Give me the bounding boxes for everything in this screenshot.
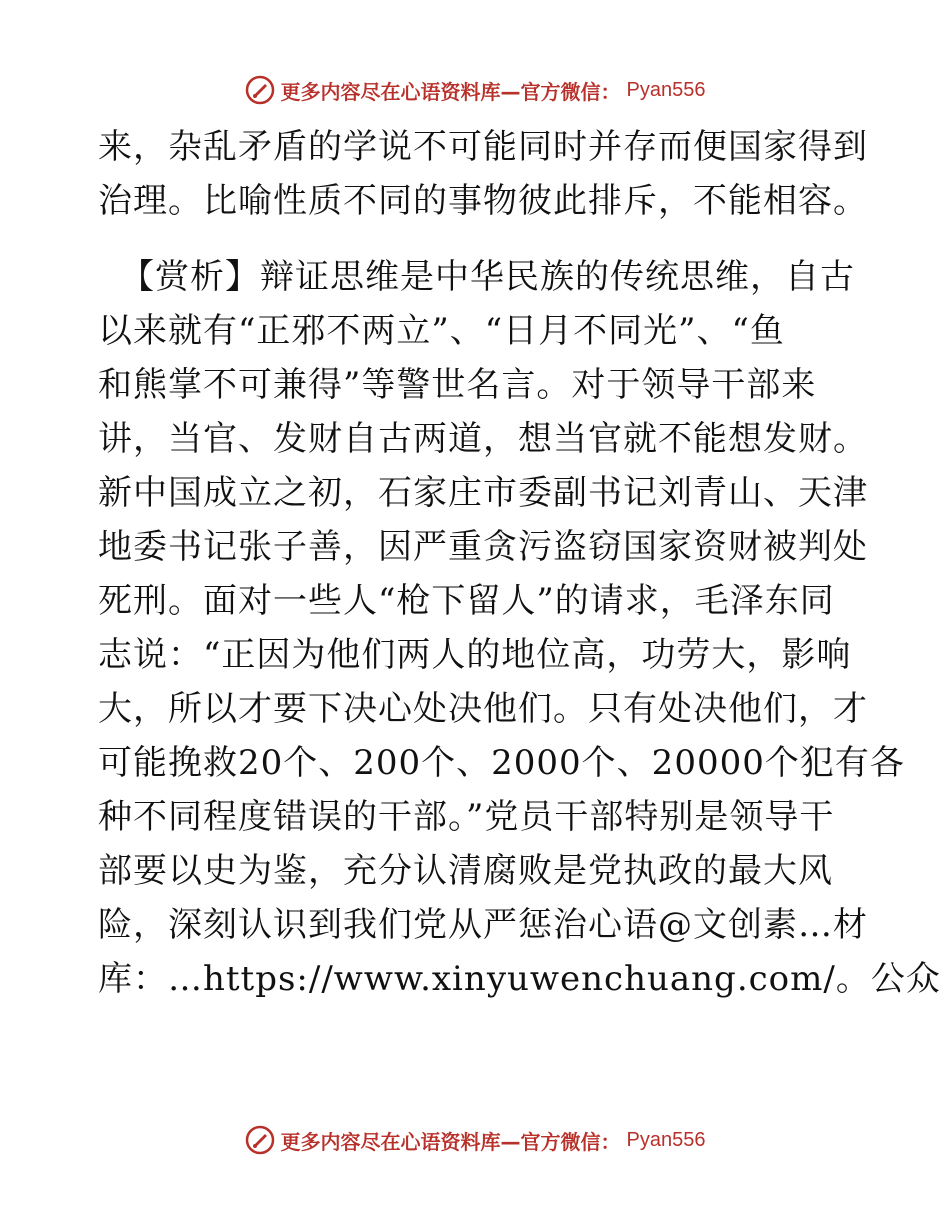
text-line: 死刑。面对一些人“枪下留人”的请求，毛泽东同 [98, 581, 835, 621]
paragraph-1 [98, 120, 868, 228]
text-line: 地委书记张子善，因严重贪污盗窃国家资财被判处 [98, 527, 868, 567]
xinyu-logo-icon [245, 75, 275, 105]
text-line: 以来就有“正邪不两立”、“日月不同光”、“鱼 [98, 311, 785, 351]
header-wechat-id: Pyan556 [626, 78, 706, 101]
paragraph-spacer [98, 228, 858, 250]
text-line: 【赏析】辩证思维是中华民族的传统思维，自古 [120, 257, 855, 297]
xinyu-logo-icon [245, 1125, 275, 1155]
text-line: 来，杂乱矛盾的学说不可能同时并存而便国家得到 [98, 127, 868, 167]
text-line: 种不同程度错误的干部。”党员干部特别是领导干 [98, 797, 835, 837]
paragraph-2 [98, 250, 941, 1006]
footer-wechat-id: Pyan556 [626, 1128, 706, 1151]
text-line: 讲，当官、发财自古两道，想当官就不能想发财。 [98, 419, 868, 459]
text-line: 险，深刻认识到我们党从严惩治心语@文创素…材 [98, 905, 868, 945]
text-line: 志说：“正因为他们两人的地位高，功劳大，影响 [98, 635, 852, 675]
text-line: 可能挽救20个、200个、2000个、20000个犯有各 [98, 743, 905, 783]
footer-banner [0, 1120, 950, 1160]
text-line: 和熊掌不可兼得”等警世名言。对于领导干部来 [98, 365, 817, 405]
header-banner-text: 更多内容尽在心语资料库—官方微信： [280, 79, 621, 104]
text-line: 治理。比喻性质不同的事物彼此排斥，不能相容。 [98, 181, 868, 221]
header-banner [0, 70, 950, 110]
text-line: 部要以史为鉴，充分认清腐败是党执政的最大风 [98, 851, 833, 891]
text-line: 新中国成立之初，石家庄市委副书记刘青山、天津 [98, 473, 868, 513]
document-body [98, 120, 941, 1006]
footer-banner-text: 更多内容尽在心语资料库—官方微信： [280, 1129, 621, 1154]
text-line-with-link: 库：…https://www.xinyuwenchuang.com/。公众 [98, 959, 941, 999]
text-line: 大，所以才要下决心处决他们。只有处决他们，才 [98, 689, 868, 729]
